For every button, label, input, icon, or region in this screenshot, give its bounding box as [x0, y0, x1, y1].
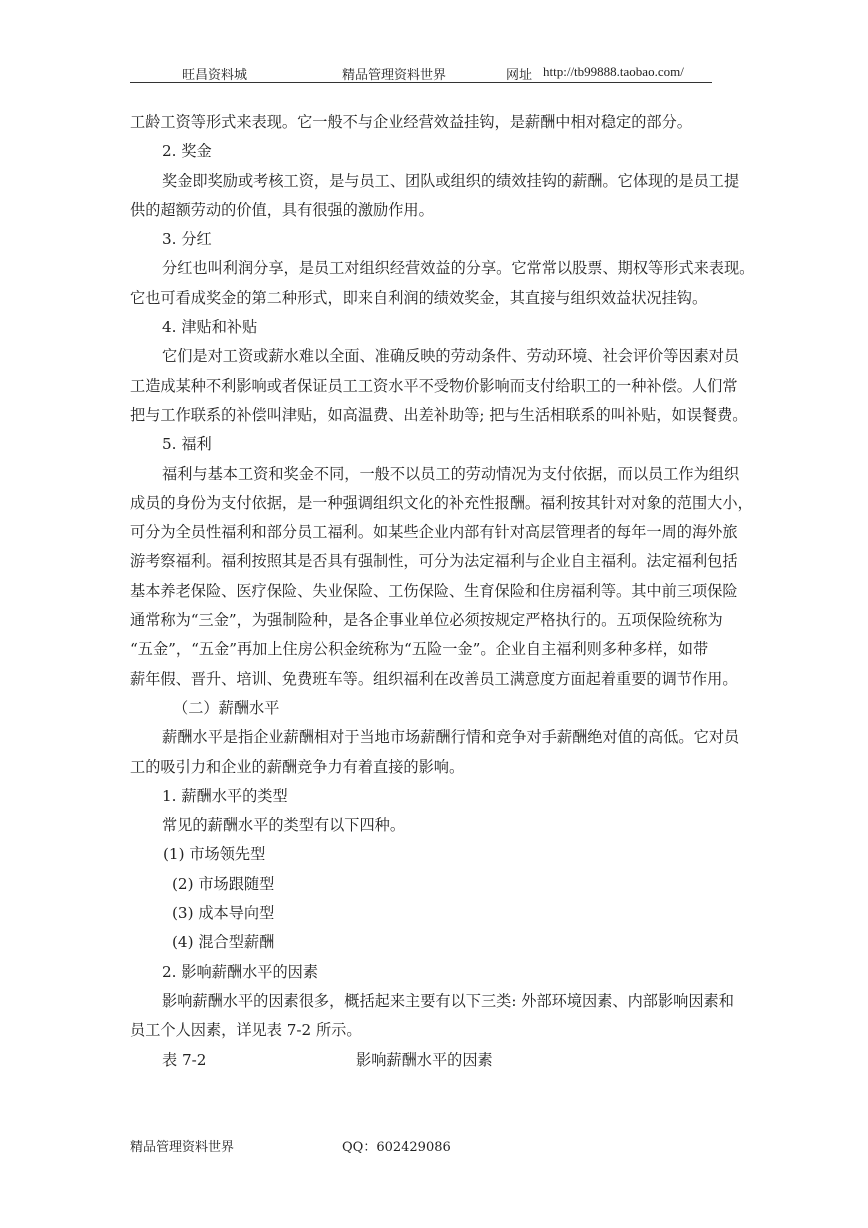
paragraph-line: 福利与基本工资和奖金不同，一般不以员工的劳动情况为支付依据，而以员工作为组织 [162, 464, 740, 483]
paragraph-line: 工龄工资等形式来表现。它一般不与企业经营效益挂钩，是薪酬中相对稳定的部分。 [130, 113, 692, 131]
footer-store-name: 精品管理资料世界 [130, 1140, 235, 1155]
footer-qq: QQ：602429086 [342, 1140, 451, 1155]
table-title: 影响薪酬水平的因素 [356, 1050, 493, 1069]
paragraph-line: 影响薪酬水平的因素很多，概括起来主要有以下三类: 外部环境因素、内部影响因素和 [162, 991, 734, 1010]
list-item: (1) 市场领先型 [163, 845, 266, 864]
paragraph-line: “五金”，“五金”再加上住房公积金统称为“五险一金”。企业自主福利则多种多样，如带 [130, 640, 709, 659]
paragraph-line: 常见的薪酬水平的类型有以下四种。 [162, 816, 405, 835]
paragraph-line: 薪年假、晋升、培训、免费班车等。组织福利在改善员工满意度方面起着重要的调节作用。 [130, 669, 738, 688]
paragraph-line: 工的吸引力和企业的薪酬竞争力有着直接的影响。 [130, 757, 465, 776]
document-body [130, 108, 755, 1075]
section-heading-pay-level: （二）薪酬水平 [173, 698, 280, 717]
table-number: 表 7-2 [162, 1050, 207, 1069]
list-item: (4) 混合型薪酬 [172, 933, 275, 952]
header-store-name: 精品管理资料世界 [342, 68, 447, 83]
paragraph-line: 通常称为“三金”，为强制险种，是各企事业单位必须按规定严格执行的。五项保险统称为 [130, 611, 723, 630]
section-heading-allowance: 4. 津贴和补贴 [162, 318, 258, 337]
header-site-name: 旺昌资料城 [182, 68, 248, 83]
section-heading-bonus: 2. 奖金 [162, 142, 212, 161]
paragraph-line: 游考察福利。福利按照其是否具有强制性，可分为法定福利与企业自主福利。法定福利包括 [130, 552, 738, 571]
paragraph-line: 基本养老保险、医疗保险、失业保险、工伤保险、生育保险和住房福利等。其中前三项保险 [130, 581, 738, 600]
list-item: (2) 市场跟随型 [172, 874, 275, 893]
page-footer [130, 1136, 712, 1156]
paragraph-line: 可分为全员性福利和部分员工福利。如某些企业内部有针对高层管理者的每年一周的海外旅 [130, 523, 738, 542]
section-heading-pay-factors: 2. 影响薪酬水平的因素 [162, 962, 319, 981]
header-url-link[interactable]: http://tb99888.taobao.com/ [543, 64, 684, 79]
page-header [130, 62, 712, 82]
paragraph-line: 供的超额劳动的价值，具有很强的激励作用。 [130, 200, 434, 219]
section-heading-dividend: 3. 分红 [162, 230, 212, 249]
header-url-label: 网址 [506, 68, 533, 83]
paragraph-line: 把与工作联系的补偿叫津贴，如高温费、出差补助等; 把与生活相联系的叫补贴，如误餐费。 [130, 405, 748, 424]
paragraph-line: 它也可看成奖金的第二种形式，即来自利润的绩效奖金，其直接与组织效益状况挂钩。 [130, 288, 708, 307]
paragraph-line: 工造成某种不利影响或者保证员工工资水平不受物价影响而支付给职工的一种补偿。人们常 [130, 376, 738, 395]
list-item: (3) 成本导向型 [172, 904, 275, 923]
paragraph-line: 员工个人因素，详见表 7-2 所示。 [130, 1021, 362, 1040]
paragraph-line: 奖金即奖励或考核工资，是与员工、团队或组织的绩效挂钩的薪酬。它体现的是员工提 [162, 171, 740, 190]
paragraph-line: 薪酬水平是指企业薪酬相对于当地市场薪酬行情和竞争对手薪酬绝对值的高低。它对员 [162, 728, 740, 747]
section-heading-welfare: 5. 福利 [162, 435, 212, 454]
header-divider [130, 82, 712, 83]
paragraph-line: 成员的身份为支付依据，是一种强调组织文化的补充性报酬。福利按其针对对象的范围大小， [130, 493, 753, 512]
table-caption [130, 1046, 734, 1075]
paragraph-line: 分红也叫利润分享，是员工对组织经营效益的分享。它常常以股票、期权等形式来表现。 [162, 259, 755, 278]
paragraph-line: 它们是对工资或薪水难以全面、准确反映的劳动条件、劳动环境、社会评价等因素对员 [162, 347, 740, 366]
section-heading-pay-types: 1. 薪酬水平的类型 [162, 786, 288, 805]
